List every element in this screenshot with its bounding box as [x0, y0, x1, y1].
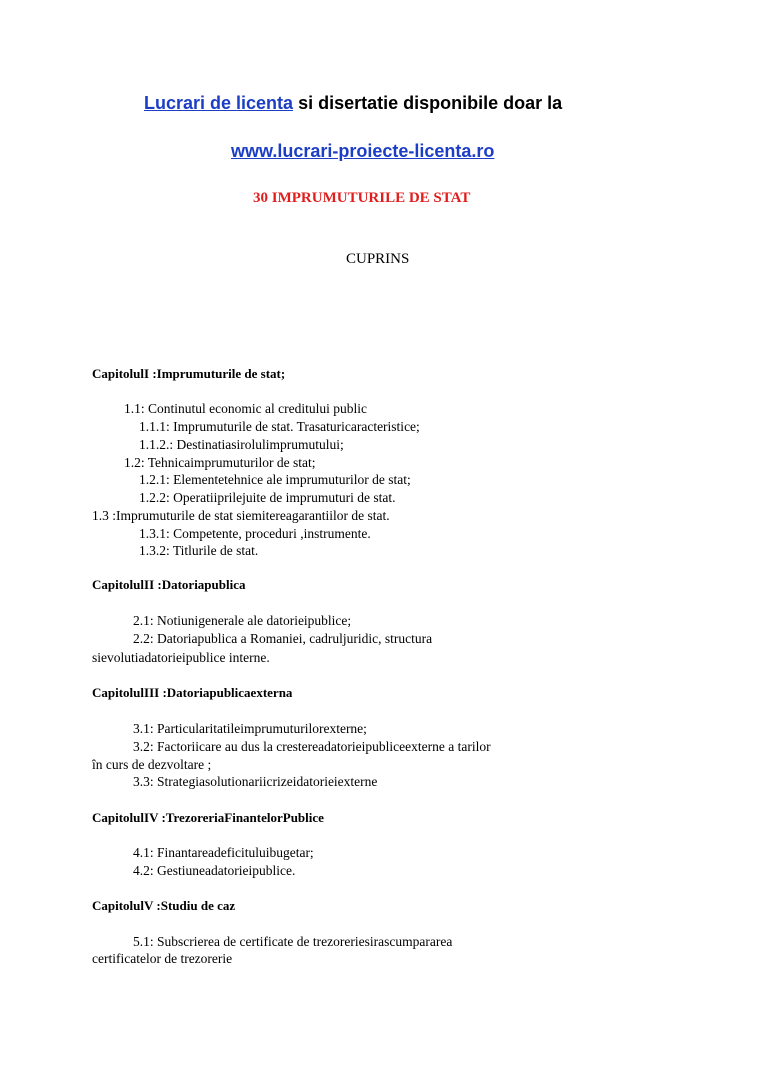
toc-item: 4.2: Gestiuneadatorieipublice.	[133, 863, 296, 878]
toc-item: 3.1: Particularitatileimprumuturilorexterne;	[133, 721, 367, 736]
toc-item: 3.2: Factoriicare au dus la crestereadatorieipubliceexterne a tarilor	[133, 739, 491, 754]
toc-item: 1.3.1: Competente, proceduri ,instrumente.	[139, 526, 371, 541]
website-link[interactable]: www.lucrari-proiecte-licenta.ro	[231, 141, 495, 161]
toc-item: 3.3: Strategiasolutionariicrizeidatorieiexterne	[133, 774, 378, 789]
toc-item: 1.1: Continutul economic al creditului public	[124, 401, 367, 416]
toc-item: 4.1: Finantareadeficituluibugetar;	[133, 845, 314, 860]
chapter-heading: CapitolulIV :TrezoreriaFinantelorPublice	[92, 810, 324, 825]
header-rest-text: si disertatie disponibile doar la	[293, 93, 563, 113]
toc-item: 1.3 :Imprumuturile de stat siemitereagarantiilor de stat.	[92, 508, 390, 523]
chapter-heading: CapitolulI :Imprumuturile de stat;	[92, 366, 286, 381]
toc-item: 1.3.2: Titlurile de stat.	[139, 543, 259, 558]
toc-item: 1.2.2: Operatiiprilejuite de imprumuturi de stat.	[139, 490, 396, 505]
chapter-heading: CapitolulII :Datoriapublica	[92, 577, 246, 592]
toc-item: 1.2: Tehnicaimprumuturilor de stat;	[124, 455, 316, 470]
toc-item: 2.2: Datoriapublica a Romaniei, cadruljuridic, structura	[133, 631, 433, 646]
toc-item: 1.1.2.: Destinatiasirolulimprumutului;	[139, 437, 344, 452]
toc-item: sievolutiadatorieipublice interne.	[92, 650, 270, 665]
toc-item: 2.1: Notiunigenerale ale datorieipublice;	[133, 613, 352, 628]
cuprins-heading: CUPRINS	[346, 251, 410, 267]
toc-item: în curs de dezvoltare ;	[92, 757, 212, 772]
chapter-heading: CapitolulIII :Datoriapublicaexterna	[92, 685, 293, 700]
chapter-heading: CapitolulV :Studiu de caz	[92, 898, 236, 913]
licenta-link[interactable]: Lucrari de licenta	[144, 93, 294, 113]
document-title: 30 IMPRUMUTURILE DE STAT	[253, 190, 471, 206]
toc-item: 1.2.1: Elementetehnice ale imprumuturilor de stat;	[139, 472, 411, 487]
toc-item: certificatelor de trezorerie	[92, 951, 233, 966]
toc-item: 1.1.1: Imprumuturile de stat. Trasaturicaracteristice;	[139, 419, 420, 434]
header-line	[144, 93, 562, 114]
toc-item: 5.1: Subscrierea de certificate de trezoreriesirascumpararea	[133, 934, 453, 949]
